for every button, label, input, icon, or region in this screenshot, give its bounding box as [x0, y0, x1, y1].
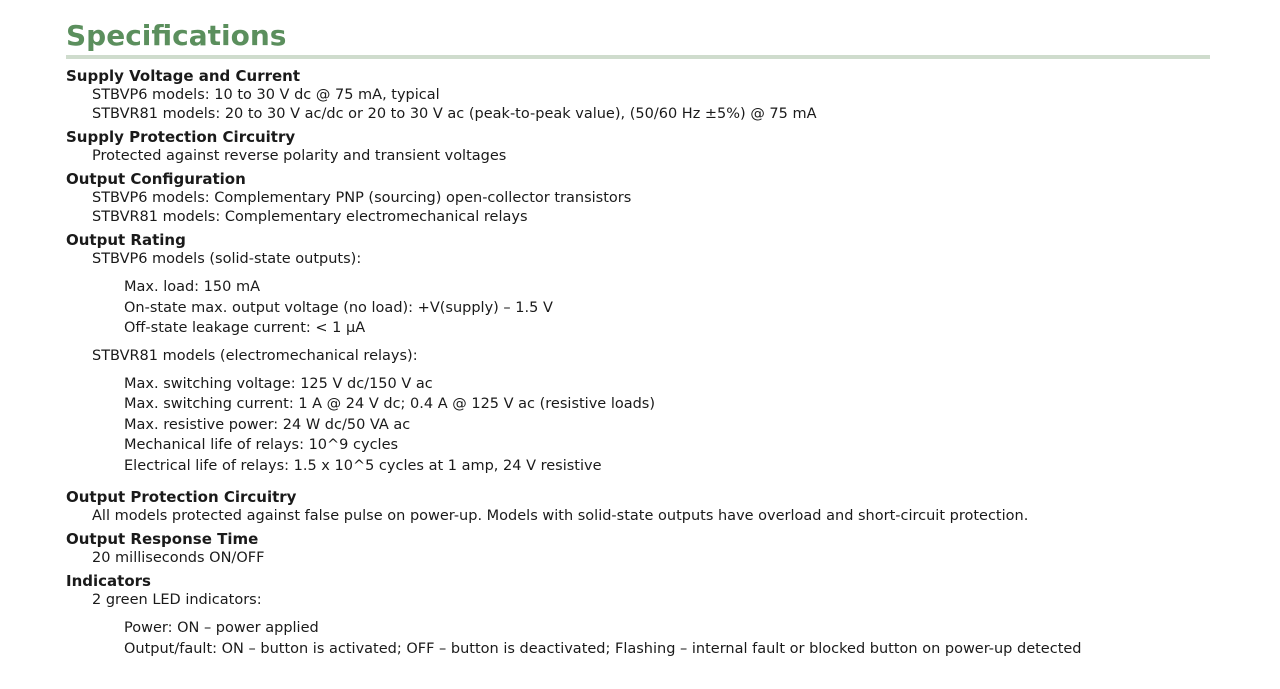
spec-line: Protected against reverse polarity and transient voltages	[92, 148, 507, 164]
spec-line: All models protected against false pulse on power-up. Models with solid-state outputs have overload and short-circuit protection.	[92, 508, 1029, 524]
spec-heading: Supply Voltage and Current	[66, 67, 301, 85]
spec-sub-item: Max. switching voltage: 125 V dc/150 V ac	[124, 375, 433, 392]
spec-sub-item: Power: ON – power applied	[124, 620, 319, 636]
spec-heading: Supply Protection Circuitry	[66, 128, 296, 146]
spacer	[66, 476, 1210, 484]
spec-output-protection	[66, 488, 1210, 526]
spec-sub-item: Max. switching current: 1 A @ 24 V dc; 0.4 A @ 125 V ac (resistive loads)	[124, 396, 656, 412]
spec-supply-voltage	[66, 67, 1210, 124]
spacer	[66, 339, 1210, 347]
spec-sub-item: Off-state leakage current: < 1 µA	[124, 320, 366, 336]
spacer	[66, 269, 1210, 277]
spec-line: 20 milliseconds ON/OFF	[92, 550, 265, 566]
spec-page	[66, 0, 1210, 663]
spec-subheading: STBVP6 models (solid-state outputs):	[92, 251, 362, 267]
spec-sub-item: Output/fault: ON – button is activated; OFF – button is deactivated; Flashing – internal fault or blocked button on power-up detected	[124, 640, 1082, 657]
spec-output-configuration	[66, 170, 1210, 227]
spec-list	[66, 67, 1210, 659]
spacer	[66, 366, 1210, 374]
spec-line: STBVP6 models: 10 to 30 V dc @ 75 mA, typical	[92, 87, 440, 103]
page-title: Specifications	[66, 19, 287, 52]
spec-response-time	[66, 530, 1210, 568]
spec-sub-item: Max. load: 150 mA	[124, 279, 261, 295]
spacer	[66, 610, 1210, 618]
spec-subheading: STBVR81 models (electromechanical relays):	[92, 347, 418, 364]
spec-sub-item: On-state max. output voltage (no load): +V(supply) – 1.5 V	[124, 299, 553, 316]
spec-supply-protection	[66, 128, 1210, 166]
spec-indicators	[66, 572, 1210, 659]
spec-line: STBVR81 models: 20 to 30 V ac/dc or 20 to 30 V ac (peak-to-peak value), (50/60 Hz ±5%) @ 75 mA	[92, 106, 817, 122]
spec-sub-item: Electrical life of relays: 1.5 x 10^5 cycles at 1 amp, 24 V resistive	[124, 457, 602, 474]
title-divider	[66, 55, 1210, 59]
spec-heading: Output Response Time	[66, 530, 259, 548]
spec-heading: Output Configuration	[66, 170, 246, 188]
spec-line: STBVP6 models: Complementary PNP (sourcing) open-collector transistors	[92, 190, 632, 206]
spec-sub-item: Max. resistive power: 24 W dc/50 VA ac	[124, 416, 411, 433]
spec-line: STBVR81 models: Complementary electromechanical relays	[92, 209, 528, 225]
spec-heading: Output Rating	[66, 231, 186, 249]
spec-sub-item: Mechanical life of relays: 10^9 cycles	[124, 437, 399, 453]
spec-subheading: 2 green LED indicators:	[92, 592, 262, 608]
spec-heading: Output Protection Circuitry	[66, 488, 297, 506]
spec-output-rating	[66, 231, 1210, 484]
spec-heading: Indicators	[66, 572, 151, 590]
